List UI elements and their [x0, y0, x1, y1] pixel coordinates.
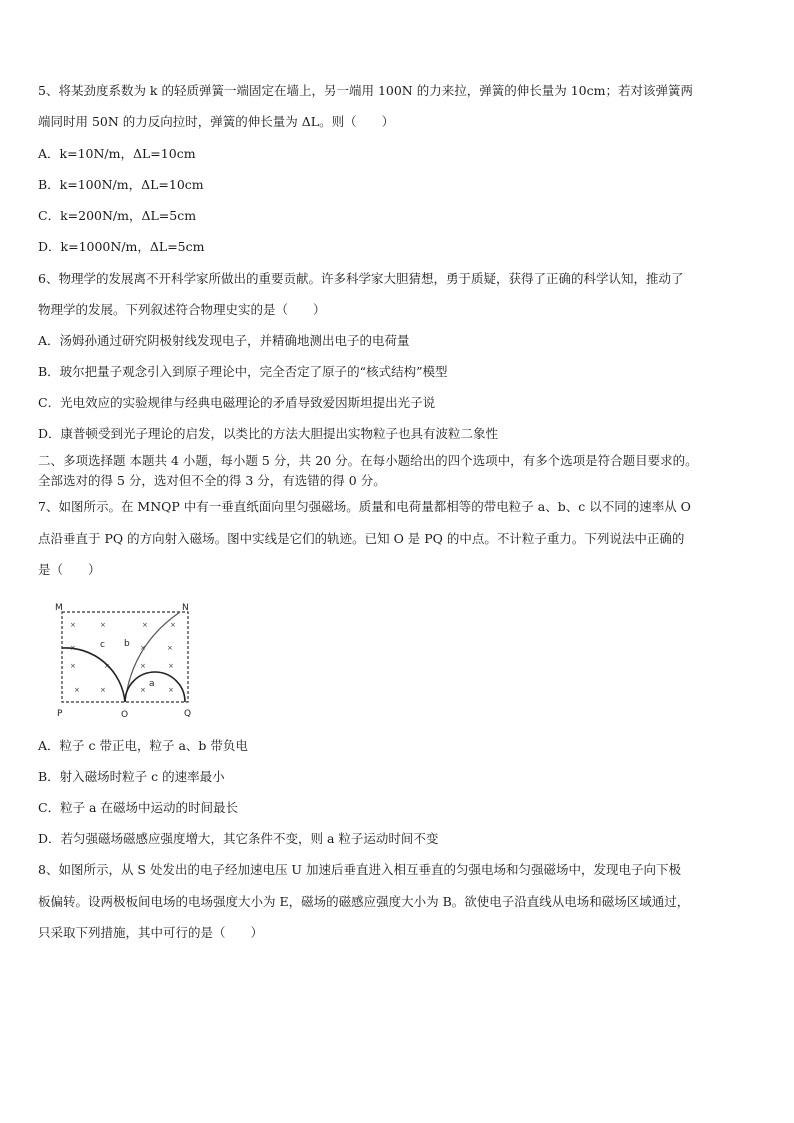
- svg-text:×: ×: [140, 686, 146, 694]
- q6-option-d: D．康普顿受到光子理论的启发，以类比的方法大胆提出实物粒子也具有波粒二象性: [38, 426, 499, 441]
- q7-stem-line3: 是（ ）: [38, 562, 101, 577]
- svg-text:×: ×: [168, 686, 174, 694]
- svg-text:×: ×: [170, 621, 176, 629]
- section2-instructions-line2: 全部选对的得 5 分，选对但不全的得 3 分，有选错的得 0 分。: [38, 473, 386, 488]
- svg-text:×: ×: [104, 662, 110, 670]
- svg-text:×: ×: [100, 686, 106, 694]
- label-c: c: [100, 640, 105, 650]
- svg-text:×: ×: [168, 662, 174, 670]
- trajectory-a: [125, 672, 185, 702]
- field-cross-marks: [70, 621, 176, 694]
- q6-stem-line1: 6、物理学的发展离不开科学家所做出的重要贡献。许多科学家大胆猜想，勇于质疑，获得了正确的科学认知，推动了: [38, 271, 684, 286]
- q5-option-b: B．k=100N/m，ΔL=10cm: [38, 177, 204, 192]
- q5-option-d: D．k=1000N/m，ΔL=5cm: [38, 239, 205, 254]
- q5-stem-line2: 端同时用 50N 的力反向拉时，弹簧的伸长量为 ΔL。则（ ）: [38, 114, 395, 129]
- q7-option-c: C．粒子 a 在磁场中运动的时间最长: [38, 800, 238, 815]
- svg-text:×: ×: [100, 621, 106, 629]
- label-o: O: [121, 710, 129, 720]
- q5-stem-line1: 5、将某劲度系数为 k 的轻质弹簧一端固定在墙上，另一端用 100N 的力来拉，弹簧的伸长量为 10cm；若对该弹簧两: [38, 83, 693, 98]
- q6-stem-line2: 物理学的发展。下列叙述符合物理史实的是（ ）: [38, 302, 326, 317]
- q6-option-a: A．汤姆孙通过研究阴极射线发现电子，并精确地测出电子的电荷量: [38, 333, 410, 348]
- q7-option-b: B．射入磁场时粒子 c 的速率最小: [38, 769, 225, 784]
- q6-option-c: C．光电效应的实验规律与经典电磁理论的矛盾导致爱因斯坦提出光子说: [38, 395, 436, 410]
- q6-option-b: B．玻尔把量子观念引入到原子理论中，完全否定了原子的“核式结构”模型: [38, 364, 448, 379]
- q7-magnetic-field-figure: [52, 600, 202, 724]
- svg-text:×: ×: [70, 621, 76, 629]
- q7-option-d: D．若匀强磁场磁感应强度增大，其它条件不变，则 a 粒子运动时间不变: [38, 831, 439, 846]
- q5-option-c: C．k=200N/m，ΔL=5cm: [38, 208, 197, 223]
- label-b: b: [124, 639, 130, 649]
- q7-option-a: A．粒子 c 带正电，粒子 a、b 带负电: [38, 738, 248, 753]
- svg-text:×: ×: [70, 662, 76, 670]
- label-a: a: [149, 679, 155, 689]
- svg-text:×: ×: [140, 644, 146, 652]
- label-m: M: [55, 603, 63, 613]
- svg-text:×: ×: [142, 621, 148, 629]
- q8-stem-line3: 只采取下列措施，其中可行的是（ ）: [38, 925, 264, 940]
- label-p: P: [57, 709, 63, 719]
- label-q: Q: [184, 709, 192, 719]
- svg-text:×: ×: [167, 644, 173, 652]
- svg-text:×: ×: [70, 644, 76, 652]
- trajectory-c: [62, 648, 125, 702]
- q8-stem-line1: 8、如图所示，从 S 处发出的电子经加速电压 U 加速后垂直进入相互垂直的匀强电场和匀强磁场中，发现电子向下极: [38, 862, 681, 877]
- svg-text:×: ×: [74, 686, 80, 694]
- q8-stem-line2: 板偏转。设两极板间电场的电场强度大小为 E，磁场的磁感应强度大小为 B。欲使电子沿直线从电场和磁场区域通过，: [38, 894, 690, 909]
- q5-option-a: A．k=10N/m，ΔL=10cm: [38, 146, 196, 161]
- svg-text:×: ×: [140, 662, 146, 670]
- q7-stem-line2: 点沿垂直于 PQ 的方向射入磁场。图中实线是它们的轨迹。已知 O 是 PQ 的中点。不计粒子重力。下列说法中正确的: [38, 531, 685, 546]
- q7-stem-line1: 7、如图所示。在 MNQP 中有一垂直纸面向里匀强磁场。质量和电荷量都相等的带电粒子 a、b、c 以不同的速率从 O: [38, 499, 691, 514]
- label-n: N: [182, 603, 189, 613]
- section2-instructions-line1: 二、多项选择题 本题共 4 小题，每小题 5 分，共 20 分。在每小题给出的四个选项中，有多个选项是符合题目要求的。: [38, 453, 698, 468]
